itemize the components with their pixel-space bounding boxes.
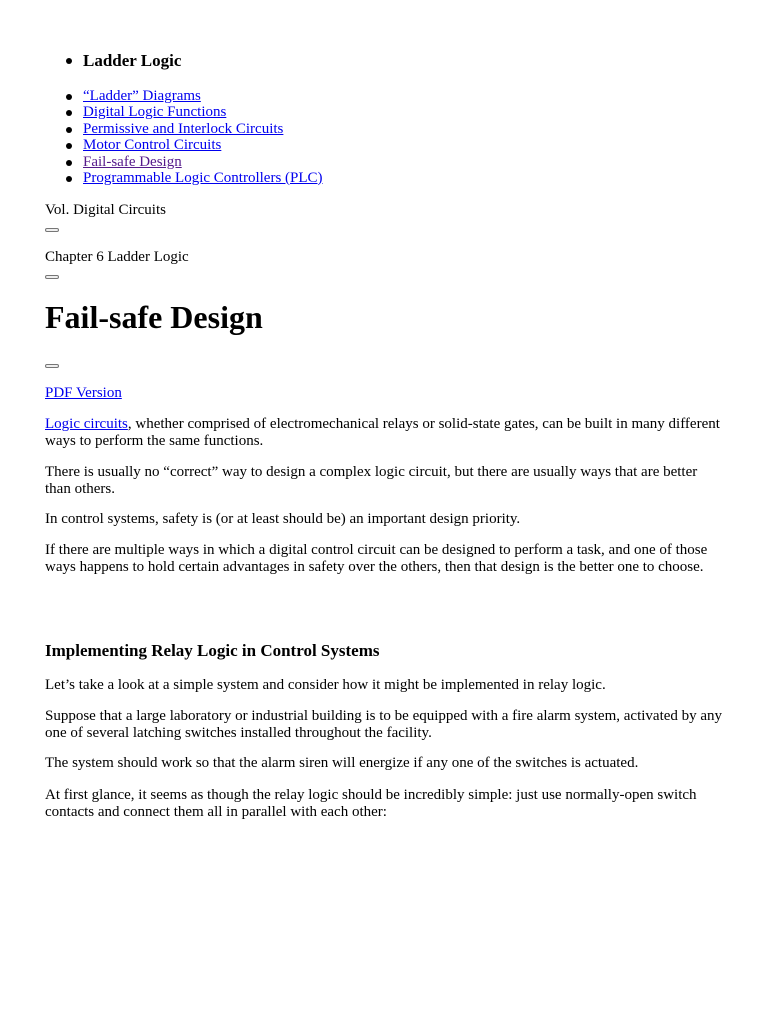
section-title-list <box>83 51 181 71</box>
logic-circuits-link[interactable]: Logic circuits <box>45 416 128 432</box>
pdf-version-link[interactable]: PDF Version <box>45 385 122 401</box>
paragraph-8: At first glance, it seems as though the relay logic should be incredibly simple: just use normally-open switch contacts and connect them all in parallel with each other: <box>45 787 697 820</box>
toc-item <box>83 121 323 137</box>
bullet-icon <box>66 143 72 149</box>
toc-link-ladder-diagrams[interactable]: “Ladder” Diagrams <box>83 88 201 104</box>
volume-toggle-button[interactable] <box>45 228 59 232</box>
bullet-icon <box>66 176 72 182</box>
section-title: Ladder Logic <box>83 51 182 70</box>
bullet-icon <box>66 160 72 166</box>
toc-item <box>83 154 323 170</box>
chapter-toc <box>83 88 323 186</box>
paragraph-7: The system should work so that the alarm siren will energize if any one of the switches is actuated. <box>45 755 639 771</box>
bullet-icon <box>66 58 72 64</box>
paragraph-4: If there are multiple ways in which a digital control circuit can be designed to perform a task, and one of those ways happens to hold certain advantages in safety over the others, then that design is the better one to choose. <box>45 542 708 575</box>
toc-link-fail-safe-design[interactable]: Fail-safe Design <box>83 153 182 170</box>
chapter-label: Chapter 6 Ladder Logic <box>45 249 189 265</box>
toc-item <box>83 137 323 153</box>
bullet-icon <box>66 127 72 133</box>
toc-link-digital-logic-functions[interactable]: Digital Logic Functions <box>83 104 227 121</box>
section-title-item <box>83 51 181 71</box>
bullet-icon <box>66 94 72 100</box>
paragraph-6: Suppose that a large laboratory or industrial building is to be equipped with a fire alarm system, activated by any one of several latching switches installed throughout the facility. <box>45 708 723 741</box>
toc-item <box>83 104 323 120</box>
toc-item <box>83 88 323 104</box>
page-toggle-button[interactable] <box>45 364 59 368</box>
paragraph-3: In control systems, safety is (or at least should be) an important design priority. <box>45 511 521 527</box>
page-title: Fail-safe Design <box>45 299 263 335</box>
toc-item <box>83 170 323 186</box>
paragraph-2: There is usually no “correct” way to design a complex logic circuit, but there are usually ways that are better than others. <box>45 464 698 497</box>
toc-link-permissive-interlock[interactable]: Permissive and Interlock Circuits <box>83 120 284 137</box>
toc-link-motor-control[interactable]: Motor Control Circuits <box>83 137 222 154</box>
paragraph-1-text: , whether comprised of electromechanical relays or solid-state gates, can be built in many different ways to perform the same functions. <box>45 416 720 449</box>
section-heading: Implementing Relay Logic in Control Systems <box>45 641 380 660</box>
volume-label: Vol. Digital Circuits <box>45 202 166 218</box>
paragraph-1 <box>45 416 725 450</box>
chapter-toggle-button[interactable] <box>45 275 59 279</box>
bullet-icon <box>66 110 72 116</box>
toc-link-plc[interactable]: Programmable Logic Controllers (PLC) <box>83 169 323 186</box>
paragraph-5: Let’s take a look at a simple system and consider how it might be implemented in relay logic. <box>45 677 606 693</box>
